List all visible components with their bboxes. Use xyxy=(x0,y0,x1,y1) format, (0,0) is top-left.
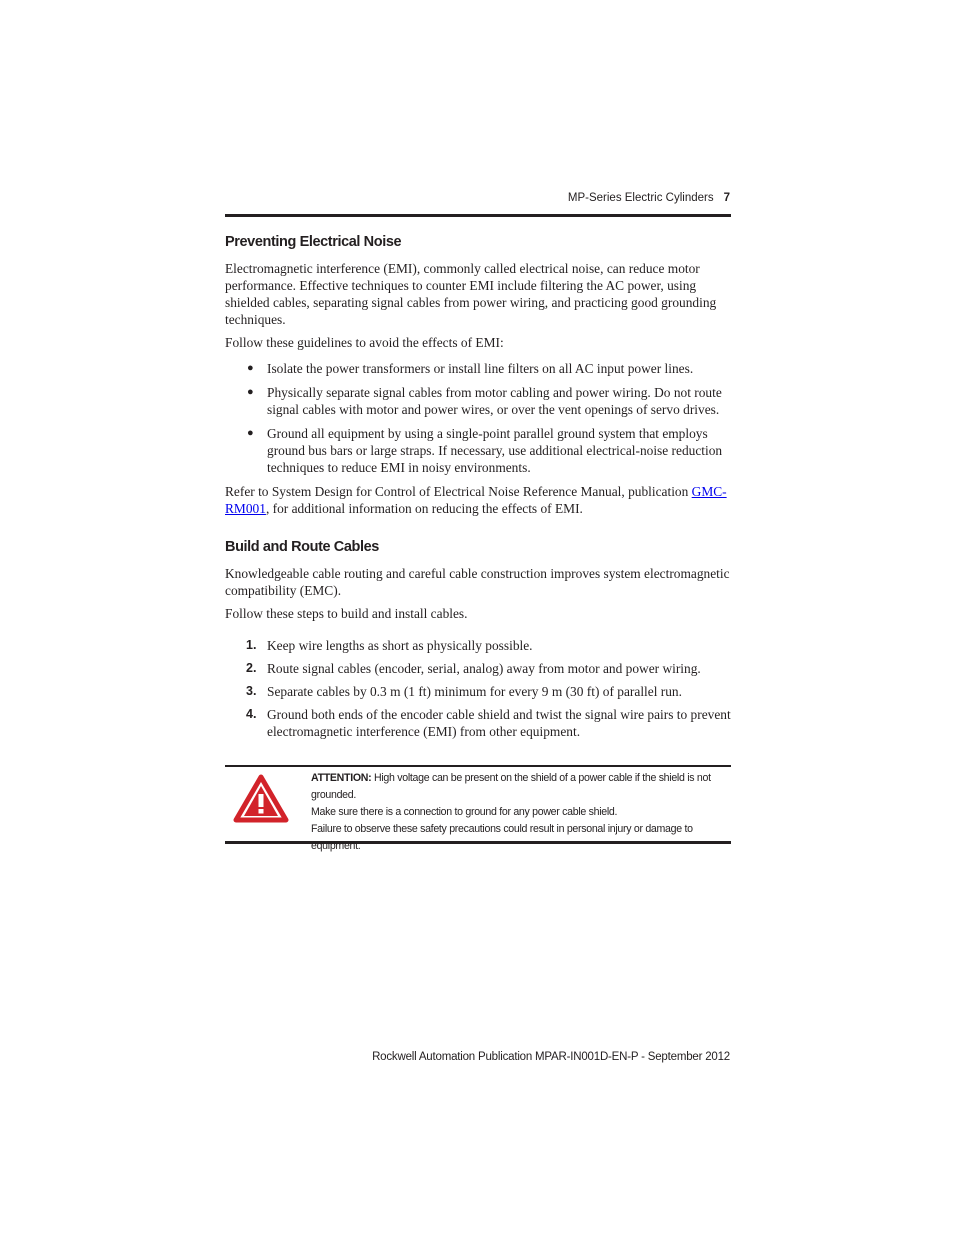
step-number: 4. xyxy=(246,707,257,721)
page-body xyxy=(225,234,731,746)
list-item xyxy=(225,425,731,476)
bullet-icon: ● xyxy=(247,427,254,439)
list-item xyxy=(225,384,731,418)
step-text: Route signal cables (encoder, serial, analog) away from motor and power wiring. xyxy=(267,661,701,676)
page-number: 7 xyxy=(723,192,730,204)
paragraph-intro: Knowledgeable cable routing and careful cable construction improves system electromagnetic compatibility (EMC). xyxy=(225,566,730,598)
step-item xyxy=(225,660,731,677)
reference-suffix: , for additional information on reducing the effects of EMI. xyxy=(265,501,583,516)
attention-line-1 xyxy=(311,770,736,804)
bullet-icon: ● xyxy=(247,362,254,374)
attention-line-3: Failure to observe these safety precautions could result in personal injury or damage to equipment. xyxy=(311,823,693,852)
header-rule xyxy=(225,214,731,217)
publication-footer: Rockwell Automation Publication MPAR-IN001D-EN-P - September 2012 xyxy=(372,1051,730,1063)
attention-label: ATTENTION: xyxy=(311,772,372,784)
attention-line-2: Make sure there is a connection to ground for any power cable shield. xyxy=(311,806,618,818)
section-preventing-electrical-noise xyxy=(225,234,731,517)
paragraph-lead: Follow these steps to build and install cables. xyxy=(225,606,468,621)
step-text: Separate cables by 0.3 m (1 ft) minimum for every 9 m (30 ft) of parallel run. xyxy=(267,684,682,699)
attention-text xyxy=(311,770,736,855)
guideline-list xyxy=(225,360,731,476)
step-text: Keep wire lengths as short as physically possible. xyxy=(267,638,533,653)
bullet-icon: ● xyxy=(247,386,254,398)
step-number: 1. xyxy=(246,638,257,652)
attention-message: High voltage can be present on the shield of a power cable if the shield is not grounded. xyxy=(311,772,711,801)
list-item xyxy=(225,360,731,377)
step-number: 3. xyxy=(246,684,257,698)
section-heading: Build and Route Cables xyxy=(225,539,379,555)
step-item xyxy=(225,706,731,740)
list-item-text: Ground all equipment by using a single-point parallel ground system that employs ground bus bars or large straps. If necessary, use additional electrical-noise reduction techniques to reduce EMI in noisy environments. xyxy=(267,426,723,475)
list-item-text: Isolate the power transformers or install line filters on all AC input power lines. xyxy=(267,361,694,376)
steps-list xyxy=(225,637,731,740)
header-title: MP-Series Electric Cylinders xyxy=(567,192,714,204)
paragraph-intro: Electromagnetic interference (EMI), commonly called electrical noise, can reduce motor performance. Effective techniques to counter EMI include filtering the AC power, using shielded cables, separating signal cables from power wiring, and practicing good grounding techniques. xyxy=(225,261,717,327)
warning-triangle-icon xyxy=(233,774,289,824)
section-heading: Preventing Electrical Noise xyxy=(225,234,402,250)
step-text: Ground both ends of the encoder cable shield and twist the signal wire pairs to prevent electromagnetic interference (EMI) from other equipment. xyxy=(267,707,731,739)
list-item-text: Physically separate signal cables from motor cabling and power wiring. Do not route signal cables with motor and power wires, or over the vent openings of servo drives. xyxy=(267,385,722,417)
section-build-and-route-cables xyxy=(225,539,731,740)
attention-box xyxy=(225,765,731,852)
publication-link[interactable]: GMC-RM001 xyxy=(225,484,727,516)
paragraph-lead: Follow these guidelines to avoid the effects of EMI: xyxy=(225,335,504,350)
step-item xyxy=(225,683,731,700)
running-header xyxy=(225,192,730,204)
paragraph-reference xyxy=(225,483,731,517)
step-number: 2. xyxy=(246,661,257,675)
reference-prefix: Refer to System Design for Control of Electrical Noise Reference Manual, publication xyxy=(225,484,692,499)
step-item xyxy=(225,637,731,654)
